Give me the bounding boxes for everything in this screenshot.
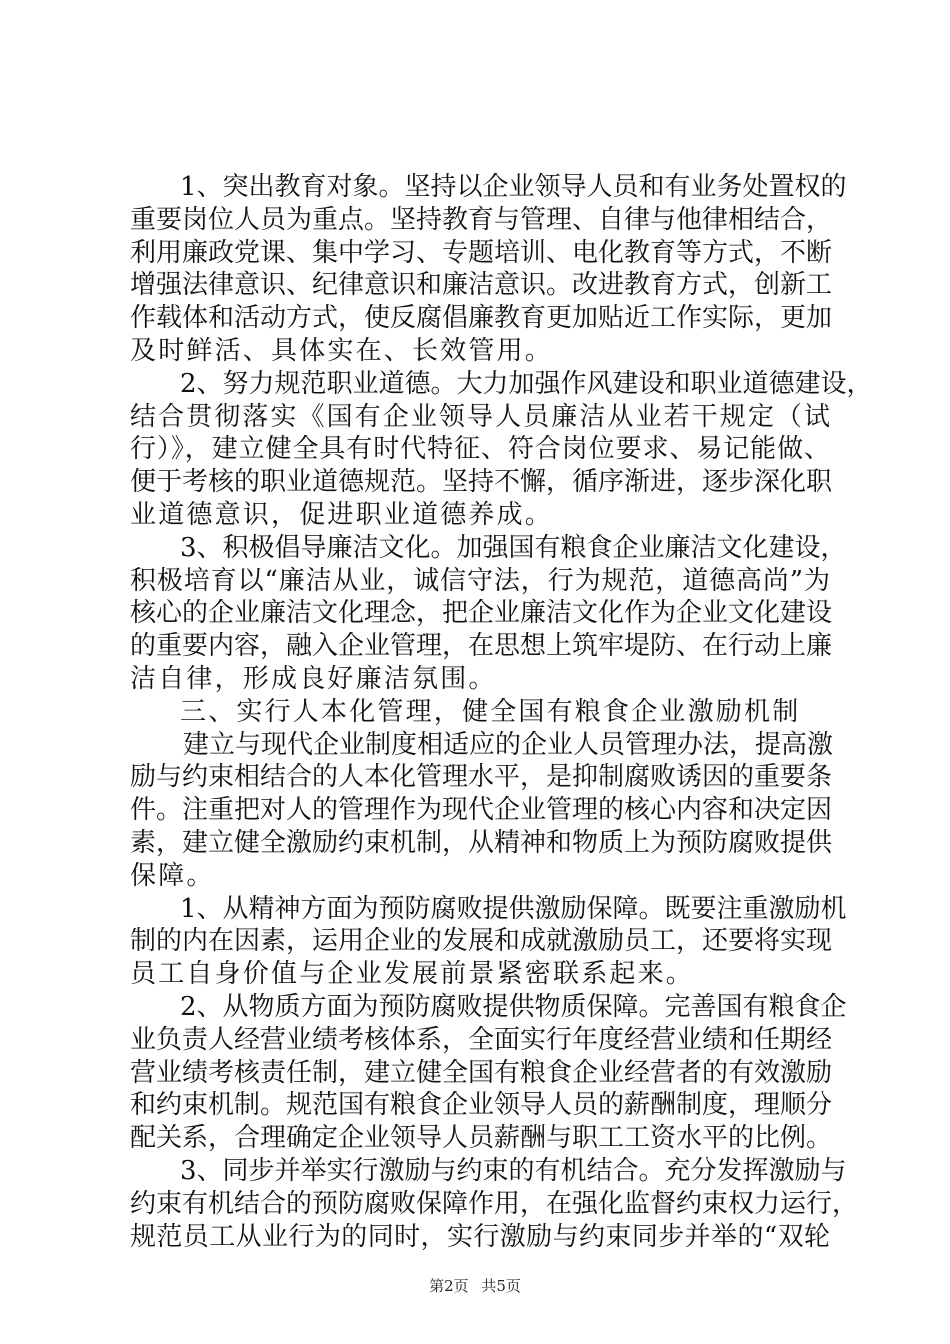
text-line: 2、努力规范职业道德。大力加强作风建设和职业道德建设，: [180, 368, 873, 399]
text-line: 励与约束相结合的人本化管理水平，是抑制腐败诱因的重要条: [130, 762, 833, 793]
text-line: 及时鲜活、具体实在、长效管用。: [130, 335, 554, 366]
text-line: 洁自律，形成良好廉洁氛围。: [130, 663, 497, 694]
page-total: 共5页: [481, 1277, 521, 1295]
text-line: 保障。: [130, 860, 215, 891]
text-line: 素，建立健全激励约束机制，从精神和物质上为预防腐败提供: [130, 827, 833, 858]
text-line: 结合贯彻落实《国有企业领导人员廉洁从业若干规定（试: [130, 401, 830, 432]
text-line: 和约束机制。规范国有粮食企业领导人员的薪酬制度，理顺分: [130, 1090, 833, 1121]
section-title: 三、实行人本化管理，健全国有粮食企业激励机制: [180, 696, 801, 727]
paragraph-management-measures: [130, 729, 834, 893]
text-line: 2、从物质方面为预防腐败提供物质保障。完善国有粮食企: [180, 991, 847, 1022]
text-line: 件。注重把对人的管理作为现代企业管理的核心内容和决定因: [130, 795, 833, 826]
text-line: 员工自身价值与企业发展前景紧密联系起来。: [130, 959, 695, 990]
text-line: 的重要内容，融入企业管理，在思想上筑牢堤防、在行动上廉: [130, 631, 833, 662]
text-line: 营业绩考核责任制，建立健全国有粮食企业经营者的有效激励: [130, 1057, 833, 1088]
text-line: 建立与现代企业制度相适应的企业人员管理办法，提高激: [183, 729, 834, 760]
page-footer: [0, 1276, 950, 1296]
paragraph-professional-ethics: [130, 368, 873, 532]
text-line: 作载体和活动方式，使反腐倡廉教育更加贴近工作实际，更加: [130, 303, 833, 334]
text-line: 业负责人经营业绩考核体系，全面实行年度经营业绩和任期经: [130, 1024, 833, 1055]
page-number: 第2页: [429, 1277, 469, 1295]
text-line: 3、同步并举实行激励与约束的有机结合。充分发挥激励与: [180, 1155, 847, 1186]
text-line: 行）》，建立健全具有时代特征、符合岗位要求、易记能做、: [130, 434, 830, 465]
section-heading: [130, 696, 830, 729]
text-line: 配关系，合理确定企业领导人员薪酬与职工工资水平的比例。: [130, 1123, 833, 1154]
paragraph-education-target: [130, 171, 847, 368]
text-line: 重要岗位人员为重点。坚持教育与管理、自律与他律相结合，: [130, 204, 833, 235]
text-line: 约束有机结合的预防腐败保障作用，在强化监督约束权力运行，: [130, 1188, 859, 1219]
paragraph-incentive-constraint: [130, 1155, 859, 1253]
document-body: [130, 171, 873, 1253]
paragraph-material-incentive: [130, 991, 847, 1155]
text-line: 积极培育以“廉洁从业，诚信守法，行为规范，道德高尚”为: [130, 565, 830, 596]
text-line: 制的内在因素，运用企业的发展和成就激励员工，还要将实现: [130, 926, 833, 957]
text-line: 1、突出教育对象。坚持以企业领导人员和有业务处置权的: [180, 172, 847, 202]
text-line: 业道德意识，促进职业道德养成。: [130, 499, 554, 530]
text-line: 规范员工从业行为的同时，实行激励与约束同步并举的“双轮: [130, 1221, 830, 1252]
text-line: 1、从精神方面为预防腐败提供激励保障。既要注重激励机: [180, 893, 847, 924]
text-line: 核心的企业廉洁文化理念，把企业廉洁文化作为企业文化建设: [130, 598, 833, 629]
paragraph-integrity-culture: [130, 532, 847, 696]
paragraph-spiritual-incentive: [130, 893, 847, 991]
text-line: 利用廉政党课、集中学习、专题培训、电化教育等方式，不断: [130, 237, 833, 268]
text-line: 3、积极倡导廉洁文化。加强国有粮食企业廉洁文化建设，: [180, 532, 847, 563]
text-line: 增强法律意识、纪律意识和廉洁意识。改进教育方式，创新工: [130, 270, 833, 301]
text-line: 便于考核的职业道德规范。坚持不懈，循序渐进，逐步深化职: [130, 467, 833, 498]
